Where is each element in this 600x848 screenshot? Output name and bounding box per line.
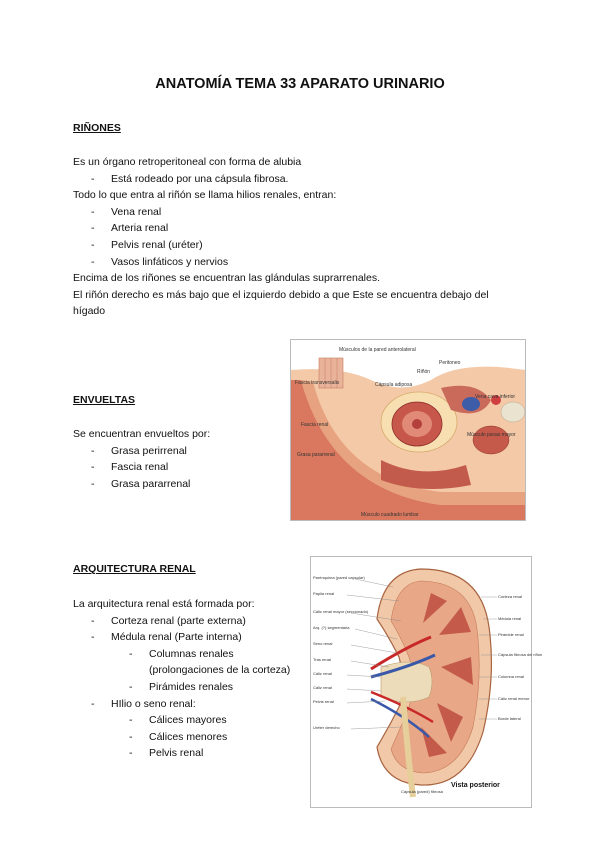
list-item: - HIlio o seno renal: — [91, 697, 196, 710]
label-musculos: Músculos de la pared anterolateral — [339, 347, 416, 353]
list-item-text: Pelvis renal (uréter) — [111, 238, 203, 251]
left-label: Tras renal — [313, 657, 331, 662]
left-label: Pelvis renal — [313, 699, 334, 704]
figure-caption: Vista posterior — [451, 782, 500, 789]
list-item: - Pelvis renal (uréter) — [91, 238, 203, 251]
label-rinon: Riñón — [417, 369, 431, 375]
rinones-line-2: Todo lo que entra al riñón se llama hilios renales, entran: — [73, 189, 337, 202]
list-item-text: Médula renal (Parte interna) — [111, 631, 242, 644]
list-item: - Corteza renal (parte externa) — [91, 614, 246, 627]
left-label: Cáliz renal — [313, 685, 332, 690]
list-item-text: Grasa perirrenal — [111, 444, 187, 457]
right-label: Corteza renal — [498, 594, 523, 599]
label-psoas: Músculo psoas mayor — [467, 432, 516, 438]
right-label: Columna renal — [498, 674, 525, 679]
list-item: - Vasos linfáticos y nervios — [91, 255, 229, 268]
right-label: Borde lateral — [498, 716, 521, 721]
left-label: Papila renal — [313, 591, 335, 596]
label-capsula-adiposa: Cápsula adiposa — [375, 382, 413, 388]
list-item-text: Vasos linfáticos y nervios — [111, 255, 229, 268]
right-label: Médula renal — [498, 616, 522, 621]
envueltas-text — [73, 426, 210, 492]
list-item: - Vena renal — [91, 205, 162, 218]
rinones-line-4b: hígado — [73, 305, 106, 318]
kidney-section-illustration — [311, 557, 543, 807]
left-label: Uréter derecho — [313, 725, 340, 730]
sub-list-item: - Pirámides renales — [129, 680, 234, 693]
sub-list-item-text: Cálices mayores — [149, 714, 227, 727]
sub-list-item: - Columnas renales — [129, 647, 234, 660]
sub-list-item-text: (prolongaciones de la corteza) — [149, 664, 291, 677]
left-label: Arq. (?) segmentaria — [313, 625, 350, 630]
rinones-line-1: Es un órgano retroperitoneal con forma de alubia — [73, 156, 302, 168]
left-label: Cáliz renal mayor (seccionado) — [313, 609, 369, 614]
list-item-text: Fascia renal — [111, 461, 169, 474]
list-item-text: Grasa pararrenal — [111, 477, 191, 490]
rinones-line-3: Encima de los riñones se encuentran las glándulas suprarrenales. — [73, 272, 381, 285]
label-grasa-pararrenal: Grasa pararrenal — [297, 452, 335, 458]
list-item: - Grasa pararrenal — [91, 477, 191, 490]
right-label: Cáliz renal menor — [498, 696, 530, 701]
left-label: Seno renal — [313, 641, 333, 646]
left-label: Cáliz renal — [313, 671, 332, 676]
bottom-label: Cápsula (pared) fibrosa — [401, 789, 443, 794]
rinones-text — [73, 154, 489, 320]
page-title: ANATOMÍA TEMA 33 APARATO URINARIO — [155, 76, 445, 92]
label-fascia-transversalis: Fascia transversalis — [295, 380, 340, 386]
sub-list-item-text: Pirámides renales — [149, 680, 234, 693]
kidney-coronal-figure — [310, 556, 543, 808]
list-item: - Fascia renal — [91, 461, 169, 474]
rinones-line-4a: El riñón derecho es más bajo que el izquierdo debido a que Este se encuentra debajo del — [73, 288, 489, 301]
label-fascia-renal: Fascia renal — [301, 422, 329, 428]
section-heading-arquitectura: ARQUITECTURA RENAL — [73, 563, 196, 575]
sub-list-item: - Pelvis renal — [129, 747, 204, 760]
label-peritoneo: Peritoneo — [439, 360, 461, 366]
list-item: - Grasa perirrenal — [91, 444, 187, 457]
section-heading-envueltas: ENVUELTAS — [73, 394, 136, 406]
list-item-text: Arteria renal — [111, 222, 169, 235]
section-heading-rinones: RIÑONES — [73, 122, 121, 134]
list-item: - Médula renal (Parte interna) — [91, 631, 242, 644]
list-item-text: Vena renal — [111, 205, 162, 218]
sub-list-item-text: Cálices menores — [149, 730, 228, 743]
envueltas-intro: Se encuentran envueltos por: — [73, 428, 211, 440]
list-item-text: Corteza renal (parte externa) — [111, 614, 246, 627]
sub-list-item-text: Pelvis renal — [149, 747, 204, 760]
list-item-text: HIlio o seno renal: — [111, 697, 196, 710]
label-cuadrado-lumbar: Músculo cuadrado lumbar — [361, 512, 419, 518]
sub-list-item: - Cálices menores — [129, 730, 228, 743]
right-label: Cápsula fibrosa del riñón — [498, 652, 543, 657]
sub-list-item-text: Columnas renales — [149, 647, 234, 660]
arquitectura-text — [73, 596, 290, 762]
rinones-bullet: - Está rodeado por una cápsula fibrosa. — [91, 172, 289, 185]
list-item: - Arteria renal — [91, 222, 169, 235]
label-vena-cava: Vena cava inferior — [475, 394, 516, 400]
cross-section-illustration — [291, 340, 525, 520]
sub-list-item-cont — [73, 662, 290, 679]
right-label: Pirámide renal — [498, 632, 524, 637]
rinones-bullet-text: Está rodeado por una cápsula fibrosa. — [111, 172, 289, 185]
sub-list-item: - Cálices mayores — [129, 714, 227, 727]
kidney-cross-section-figure — [290, 339, 526, 521]
arquitectura-intro: La arquitectura renal está formada por: — [73, 598, 255, 610]
left-label: Parénquima (pared capsular) — [313, 575, 365, 580]
